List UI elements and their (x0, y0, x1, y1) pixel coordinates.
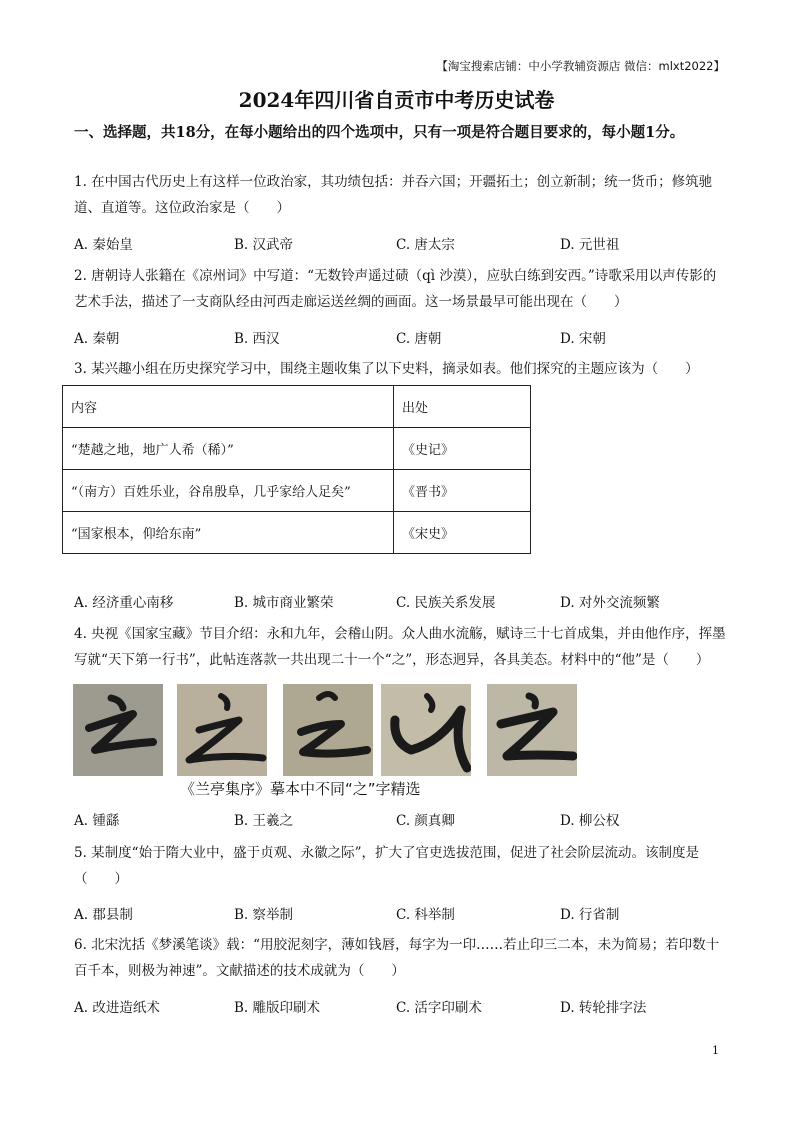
option-d[interactable]: D. 元世祖 (560, 237, 620, 253)
option-a[interactable]: A. 锺繇 (74, 813, 120, 829)
option-b[interactable]: B. 城市商业繁荣 (234, 595, 334, 611)
question-3-options (74, 591, 724, 615)
option-b[interactable]: B. 汉武帝 (234, 237, 294, 253)
question-6-options (74, 996, 724, 1020)
option-d[interactable]: D. 宋朝 (560, 331, 606, 347)
question-5-options (74, 903, 724, 927)
option-d[interactable]: D. 行省制 (560, 907, 620, 923)
table-header-source: 出处 (394, 386, 531, 428)
question-6-stem: 6. 北宋沈括《梦溪笔谈》载：“用胶泥刻字，薄如钱唇，每字为一印……若止印三二本，未为简易；若印数十百千本，则极为神速”。文献描述的技术成就为（ ） (74, 937, 720, 979)
table-cell: 《晋书》 (394, 470, 531, 512)
calligraphy-images (73, 684, 583, 776)
image-caption: 《兰亭集序》摹本中不同“之”字精选 (180, 780, 421, 798)
option-b[interactable]: B. 察举制 (234, 907, 294, 923)
table-cell: “楚越之地，地广人希（稀）” (63, 428, 394, 470)
option-b[interactable]: B. 西汉 (234, 331, 280, 347)
question-1-stem: 1. 在中国古代历史上有这样一位政治家，其功绩包括：并吞六国；开疆拓土；创立新制；统一货币；修筑驰道、直道等。这位政治家是（ ） (74, 174, 713, 216)
question-4-options (74, 809, 724, 833)
option-d[interactable]: D. 柳公权 (560, 813, 620, 829)
calligraphy-zhi-image (381, 684, 471, 776)
option-c[interactable]: C. 唐太宗 (396, 237, 455, 253)
option-c[interactable]: C. 活字印刷术 (396, 1000, 482, 1016)
table-cell: “国家根本，仰给东南” (63, 512, 394, 554)
option-a[interactable]: A. 郡县制 (74, 907, 133, 923)
option-c[interactable]: C. 科举制 (396, 907, 455, 923)
option-b[interactable]: B. 雕版印刷术 (234, 1000, 321, 1016)
table-row (63, 428, 531, 470)
option-c[interactable]: C. 唐朝 (396, 331, 442, 347)
option-a[interactable]: A. 秦始皇 (74, 237, 133, 253)
option-d[interactable]: D. 对外交流频繁 (560, 595, 660, 611)
option-c[interactable]: C. 民族关系发展 (396, 595, 496, 611)
option-d[interactable]: D. 转轮排字法 (560, 1000, 647, 1016)
table-cell: 《宋史》 (394, 512, 531, 554)
calligraphy-zhi-image (487, 684, 577, 776)
question-1-options (74, 233, 724, 257)
option-a[interactable]: A. 改进造纸术 (74, 1000, 160, 1016)
question-5-stem: 5. 某制度“始于隋大业中，盛于贞观、永徽之际”，扩大了官吏选拔范围，促进了社会阶层流动。该制度是（ ） (74, 845, 699, 887)
page-number: 1 (712, 1044, 719, 1057)
table-header-content: 内容 (63, 386, 394, 428)
table-row (63, 470, 531, 512)
table-cell: “（南方）百姓乐业，谷帛殷阜，几乎家给人足矣” (63, 470, 394, 512)
section-heading: 一、选择题，共18分，在每小题给出的四个选项中，只有一项是符合题目要求的，每小题1分。 (74, 124, 685, 141)
table-header-row (63, 386, 531, 428)
table-row (63, 512, 531, 554)
option-b[interactable]: B. 王羲之 (234, 813, 294, 829)
calligraphy-zhi-image (73, 684, 163, 776)
page-title: 2024年四川省自贡市中考历史试卷 (238, 88, 555, 112)
calligraphy-zhi-image (177, 684, 267, 776)
question-2-stem: 2. 唐朝诗人张籍在《凉州词》中写道：“无数铃声遥过碛（qì 沙漠），应驮白练到安西。”诗歌采用以声传影的艺术手法，描述了一支商队经由河西走廊运送丝绸的画面。这一场景最早可能出现在（ ） (74, 268, 717, 310)
question-3-stem: 3. 某兴趣小组在历史探究学习中，围绕主题收集了以下史料，摘录如表。他们探究的主题应该为（ ） (74, 361, 699, 377)
table-cell: 《史记》 (394, 428, 531, 470)
header-note: 【淘宝搜索店铺：中小学教辅资源店 微信：mlxt2022】 (436, 59, 725, 73)
option-a[interactable]: A. 秦朝 (74, 331, 120, 347)
option-c[interactable]: C. 颜真卿 (396, 813, 455, 829)
source-table (62, 385, 531, 554)
calligraphy-zhi-image (283, 684, 373, 776)
question-2-options (74, 327, 724, 351)
question-4-stem: 4. 央视《国家宝藏》节目介绍：永和九年，会稽山阴。众人曲水流觞，赋诗三十七首成集，并由他作序，挥墨写就“天下第一行书”，此帖连落款一共出现二十一个“之”，形态迥异，各具美态。材料中的“他”是（ ） (74, 626, 726, 668)
option-a[interactable]: A. 经济重心南移 (74, 595, 174, 611)
